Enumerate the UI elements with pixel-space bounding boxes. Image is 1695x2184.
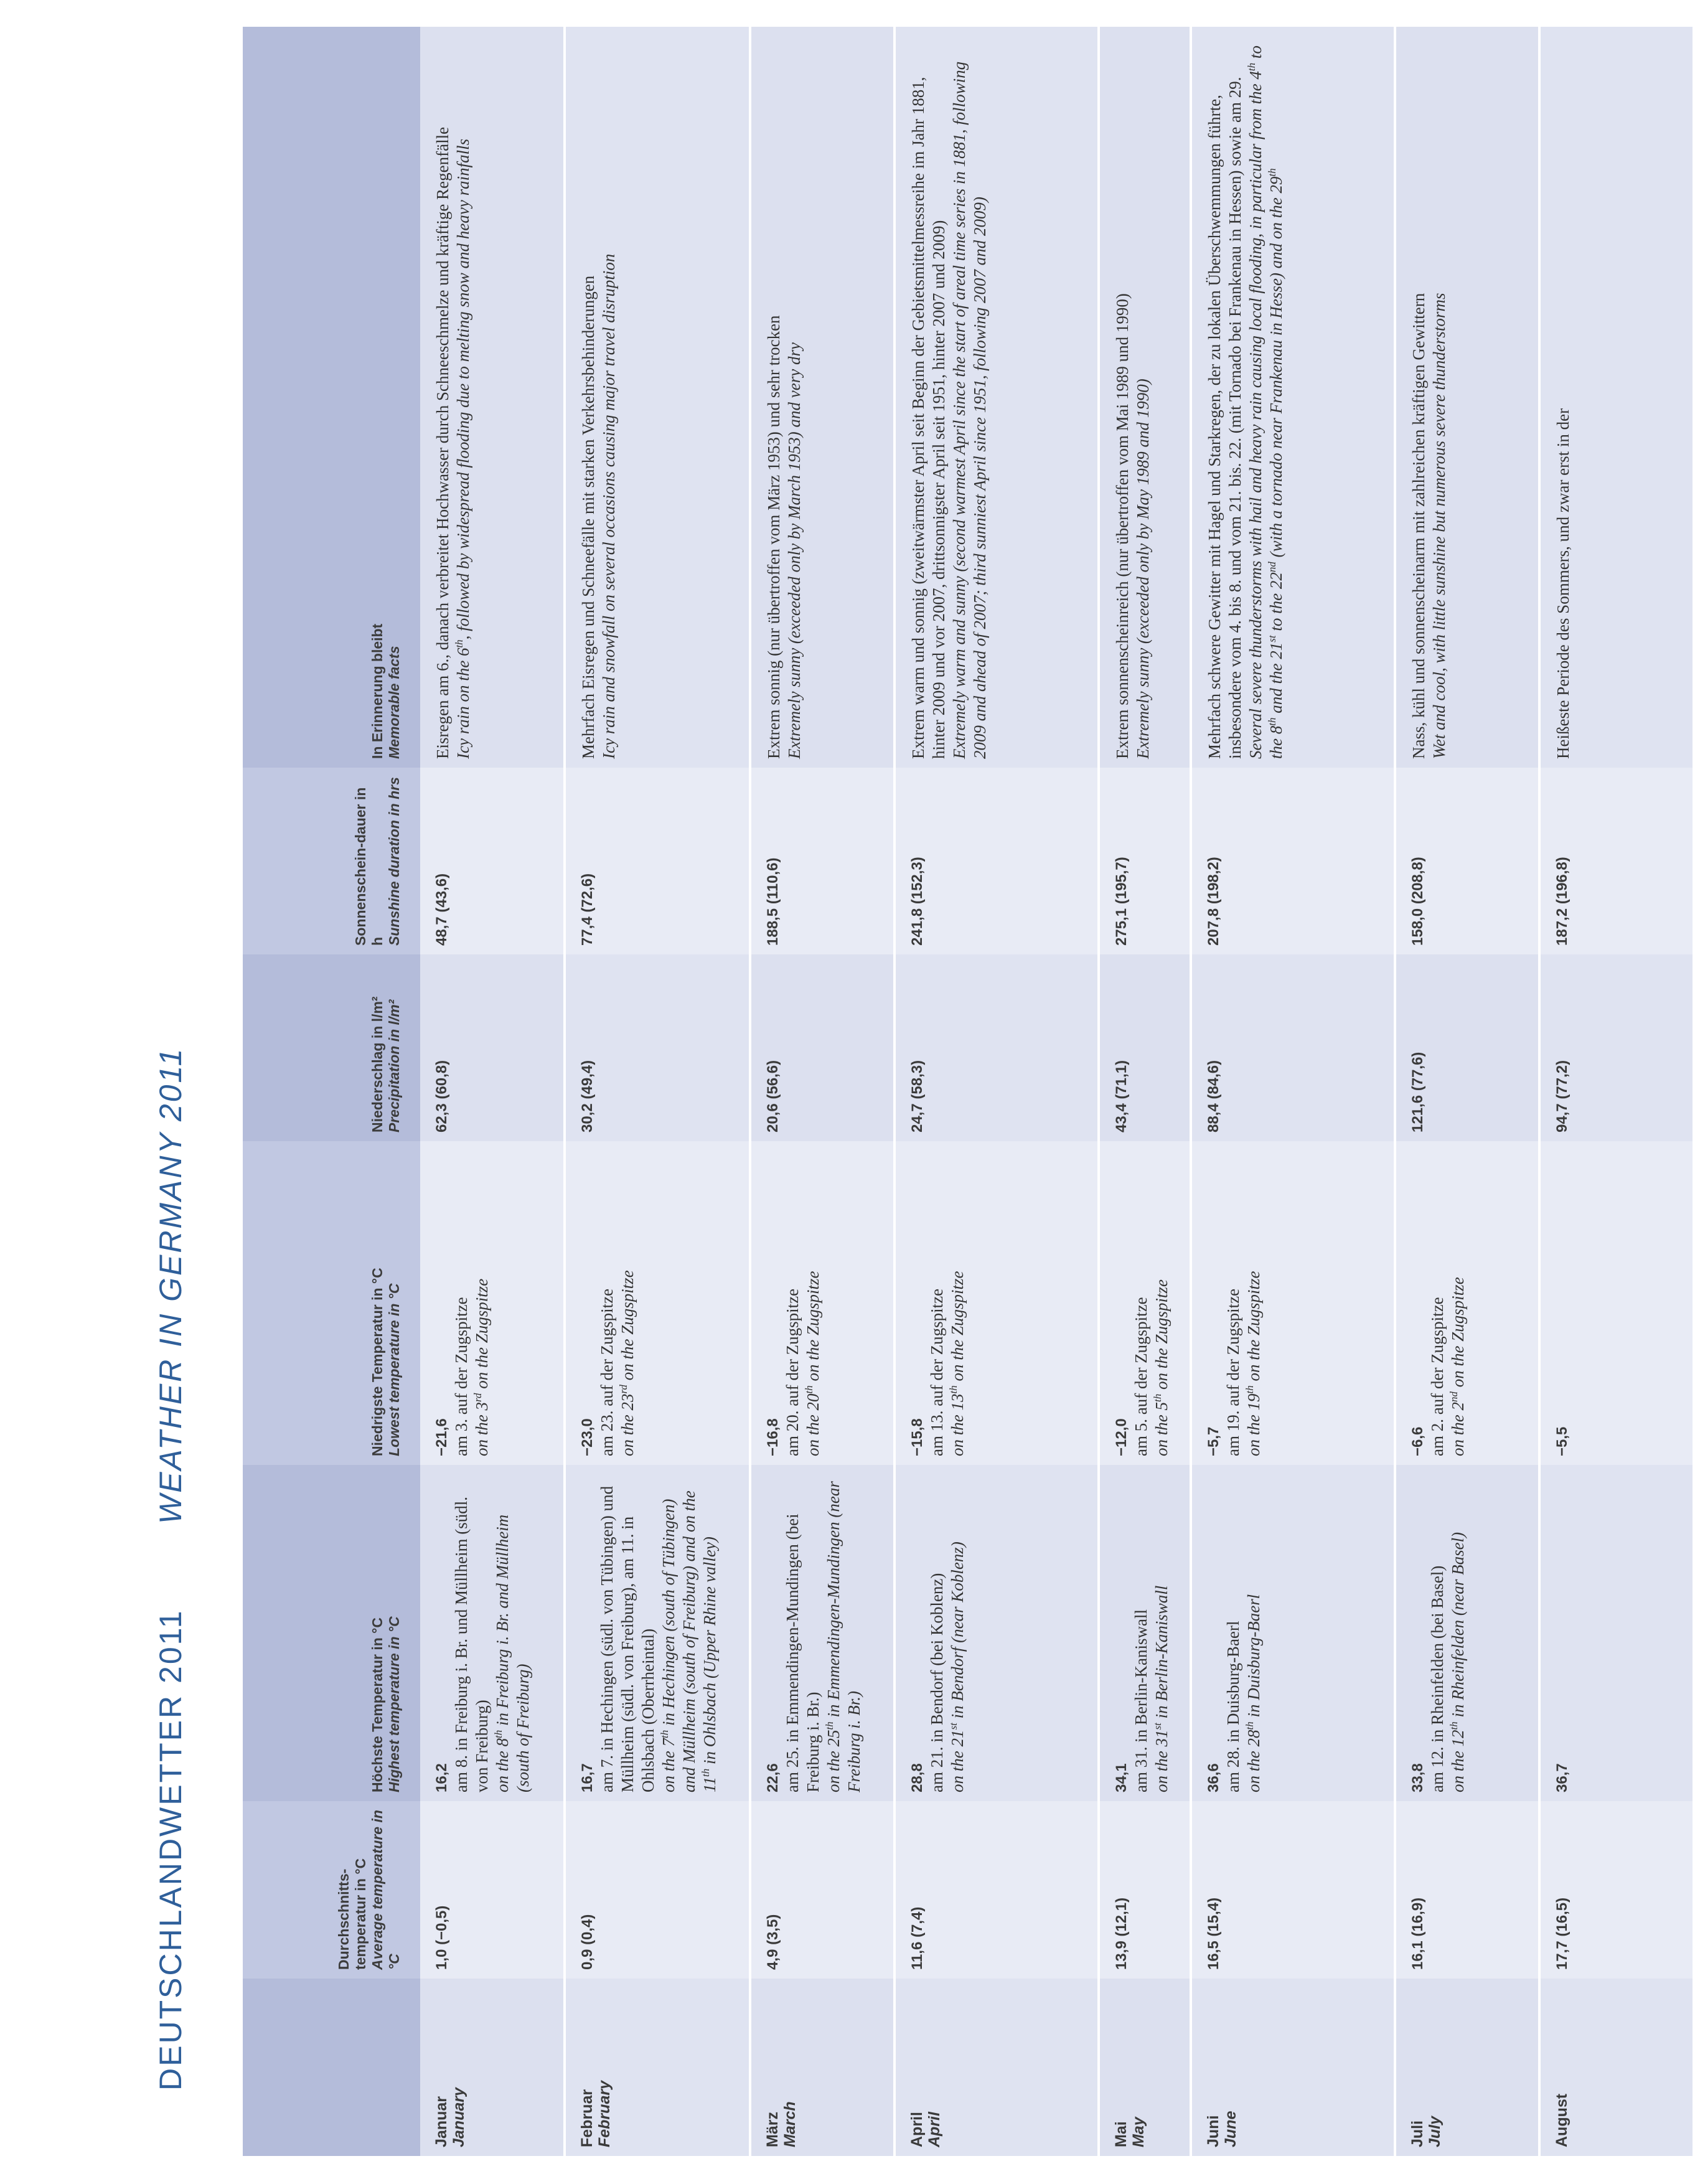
header-high: Höchste Temperatur in °C Highest temperature in °C: [243, 1465, 420, 1801]
cell-memo: Extrem sonnenscheinreich (nur übertroffen vom Mai 1989 und 1990) Extremely sunny (exceeded only by May 1989 and 1990): [1099, 27, 1191, 768]
cell-avg: 4,9 (3,5): [750, 1801, 894, 1979]
cell-memo: Extrem sonnig (nur übertroffen vom März 1953) und sehr trocken Extremely sunny (exceeded only by March 1953) and very dry: [750, 27, 894, 768]
table-row: [894, 27, 1099, 2156]
header-memo: In Erinnerung bleibt Memorable facts: [243, 27, 420, 768]
cell-sun: 48,7 (43,6): [420, 768, 565, 954]
cell-low: −5,5: [1539, 1141, 1694, 1465]
cell-sun: 158,0 (208,8): [1395, 768, 1539, 954]
cell-avg: 0,9 (0,4): [565, 1801, 750, 1979]
table-body: [420, 27, 1694, 2156]
table-header-row: [243, 27, 420, 2156]
cell-month: März March: [750, 1979, 894, 2156]
cell-high: 16,7 am 7. in Hechingen (südl. von Tübingen) und Müllheim (südl. von Freiburg), am 11. in Ohlsbach (Oberrheintal) on the 7th in Hechingen (south of Tübingen) and Müllheim (south of Freiburg) and on the 11th in Ohlsbach (Upper Rhine valley): [565, 1465, 750, 1801]
table-row: [1395, 27, 1539, 2156]
cell-precip: 43,4 (71,1): [1099, 954, 1191, 1141]
cell-high: 36,6 am 28. in Duisburg-Baerl on the 28th in Duisburg-Baerl: [1191, 1465, 1395, 1801]
cell-month: Juli July: [1395, 1979, 1539, 2156]
cell-precip: 88,4 (84,6): [1191, 954, 1395, 1141]
table-row: [420, 27, 565, 2156]
cell-sun: 207,8 (198,2): [1191, 768, 1395, 954]
table-row: [1099, 27, 1191, 2156]
cell-month: Juni June: [1191, 1979, 1395, 2156]
cell-memo: Nass, kühl und sonnenscheinarm mit zahlreichen kräftigen Gewittern Wet and cool, with little sunshine but numerous severe thunderstorms: [1395, 27, 1539, 768]
cell-avg: 13,9 (12,1): [1099, 1801, 1191, 1979]
cell-memo: Eisregen am 6., danach verbreitet Hochwasser durch Schneeschmelze und kräftige Regenfälle Icy rain on the 6th, followed by widespread flooding due to melting snow and heavy rainfalls: [420, 27, 565, 768]
cell-avg: 11,6 (7,4): [894, 1801, 1099, 1979]
cell-sun: 275,1 (195,7): [1099, 768, 1191, 954]
cell-high: 33,8 am 12. in Rheinfelden (bei Basel) on the 12th in Rheinfelden (near Basel): [1395, 1465, 1539, 1801]
cell-low: −12,0 am 5. auf der Zugspitze on the 5th on the Zugspitze: [1099, 1141, 1191, 1465]
cell-avg: 1,0 (−0,5): [420, 1801, 565, 1979]
header-month: [243, 1979, 420, 2156]
cell-precip: 24,7 (58,3): [894, 954, 1099, 1141]
cell-precip: 121,6 (77,6): [1395, 954, 1539, 1141]
cell-high: 28,8 am 21. in Bendorf (bei Koblenz) on the 21st in Bendorf (near Koblenz): [894, 1465, 1099, 1801]
title-german: DEUTSCHLANDWETTER 2011: [153, 1609, 188, 2091]
cell-sun: 241,8 (152,3): [894, 768, 1099, 954]
cell-precip: 20,6 (56,6): [750, 954, 894, 1141]
cell-avg: 17,7 (16,5): [1539, 1801, 1694, 1979]
cell-month: April April: [894, 1979, 1099, 2156]
cell-month: Mai May: [1099, 1979, 1191, 2156]
cell-memo: Mehrfach schwere Gewitter mit Hagel und Starkregen, der zu lokalen Überschwemmungen führte, insbesondere vom 4. bis 8. und vom 21. bis. 22. (mit Tornado bei Frankenau in Hessen) sowie am 29. Several severe thunderstorms with hail and heavy rain causing local flooding, in particular from the 4th to the 8th and the 21st to the 22nd (with a tornado near Frankenau in Hesse) and on the 29th: [1191, 27, 1395, 768]
table-row: [565, 27, 750, 2156]
cell-precip: 62,3 (60,8): [420, 954, 565, 1141]
title-english: WEATHER IN GERMANY 2011: [153, 1047, 188, 1524]
cell-high: 16,2 am 8. in Freiburg i. Br. und Müllheim (südl. von Freiburg) on the 8th in Freiburg i. Br. and Müllheim (south of Freiburg): [420, 1465, 565, 1801]
header-sun: Sonnenschein-dauer in h Sunshine duration in hrs: [243, 768, 420, 954]
table-row: [1191, 27, 1395, 2156]
cell-high: 36,7: [1539, 1465, 1694, 1801]
weather-table: [243, 27, 1695, 2156]
cell-avg: 16,5 (15,4): [1191, 1801, 1395, 1979]
cell-sun: 187,2 (196,8): [1539, 768, 1694, 954]
cell-high: 22,6 am 25. in Emmendingen-Mundingen (bei Freiburg i. Br.) on the 25th in Emmendingen-Mundingen (near Freiburg i. Br.): [750, 1465, 894, 1801]
cell-low: −16,8 am 20. auf der Zugspitze on the 20th on the Zugspitze: [750, 1141, 894, 1465]
cell-low: −21,6 am 3. auf der Zugspitze on the 3rd on the Zugspitze: [420, 1141, 565, 1465]
header-avg: Durchschnitts-temperatur in °C Average temperature in °C: [243, 1801, 420, 1979]
cell-month: August: [1539, 1979, 1694, 2156]
table-row: [1539, 27, 1694, 2156]
table-row: [750, 27, 894, 2156]
cell-low: −6,6 am 2. auf der Zugspitze on the 2nd on the Zugspitze: [1395, 1141, 1539, 1465]
cell-low: −15,8 am 13. auf der Zugspitze on the 13th on the Zugspitze: [894, 1141, 1099, 1465]
cell-memo: Extrem warm und sonnig (zweitwärmster April seit Beginn der Gebietsmittelmessreihe im Jahr 1881, hinter 2009 und vor 2007, drittsonnigster April seit 1951, hinter 2007 und 2009) Extremely warm and sunny (second warmest April since the start of areal time series in 1881, following 2009 and ahead of 2007; third sunniest April since 1951, following 2007 and 2009): [894, 27, 1099, 768]
cell-memo: Heißeste Periode des Sommers, und zwar erst in der: [1539, 27, 1694, 768]
header-precip: Niederschlag in l/m² Precipitation in l/m²: [243, 954, 420, 1141]
cell-precip: 94,7 (77,2): [1539, 954, 1694, 1141]
cell-month: Januar January: [420, 1979, 565, 2156]
cell-low: −23,0 am 23. auf der Zugspitze on the 23rd on the Zugspitze: [565, 1141, 750, 1465]
cell-precip: 30,2 (49,4): [565, 954, 750, 1141]
cell-sun: 188,5 (110,6): [750, 768, 894, 954]
cell-high: 34,1 am 31. in Berlin-Kaniswall on the 31st in Berlin-Kaniswall: [1099, 1465, 1191, 1801]
cell-memo: Mehrfach Eisregen und Schneefälle mit starken Verkehrsbehinderungen Icy rain and snowfall on several occasions causing major travel disruption: [565, 27, 750, 768]
cell-sun: 77,4 (72,6): [565, 768, 750, 954]
cell-avg: 16,1 (16,9): [1395, 1801, 1539, 1979]
cell-month: Februar February: [565, 1979, 750, 2156]
cell-low: −5,7 am 19. auf der Zugspitze on the 19th on the Zugspitze: [1191, 1141, 1395, 1465]
header-low: Niedrigste Temperatur in °C Lowest temperature in °C: [243, 1141, 420, 1465]
